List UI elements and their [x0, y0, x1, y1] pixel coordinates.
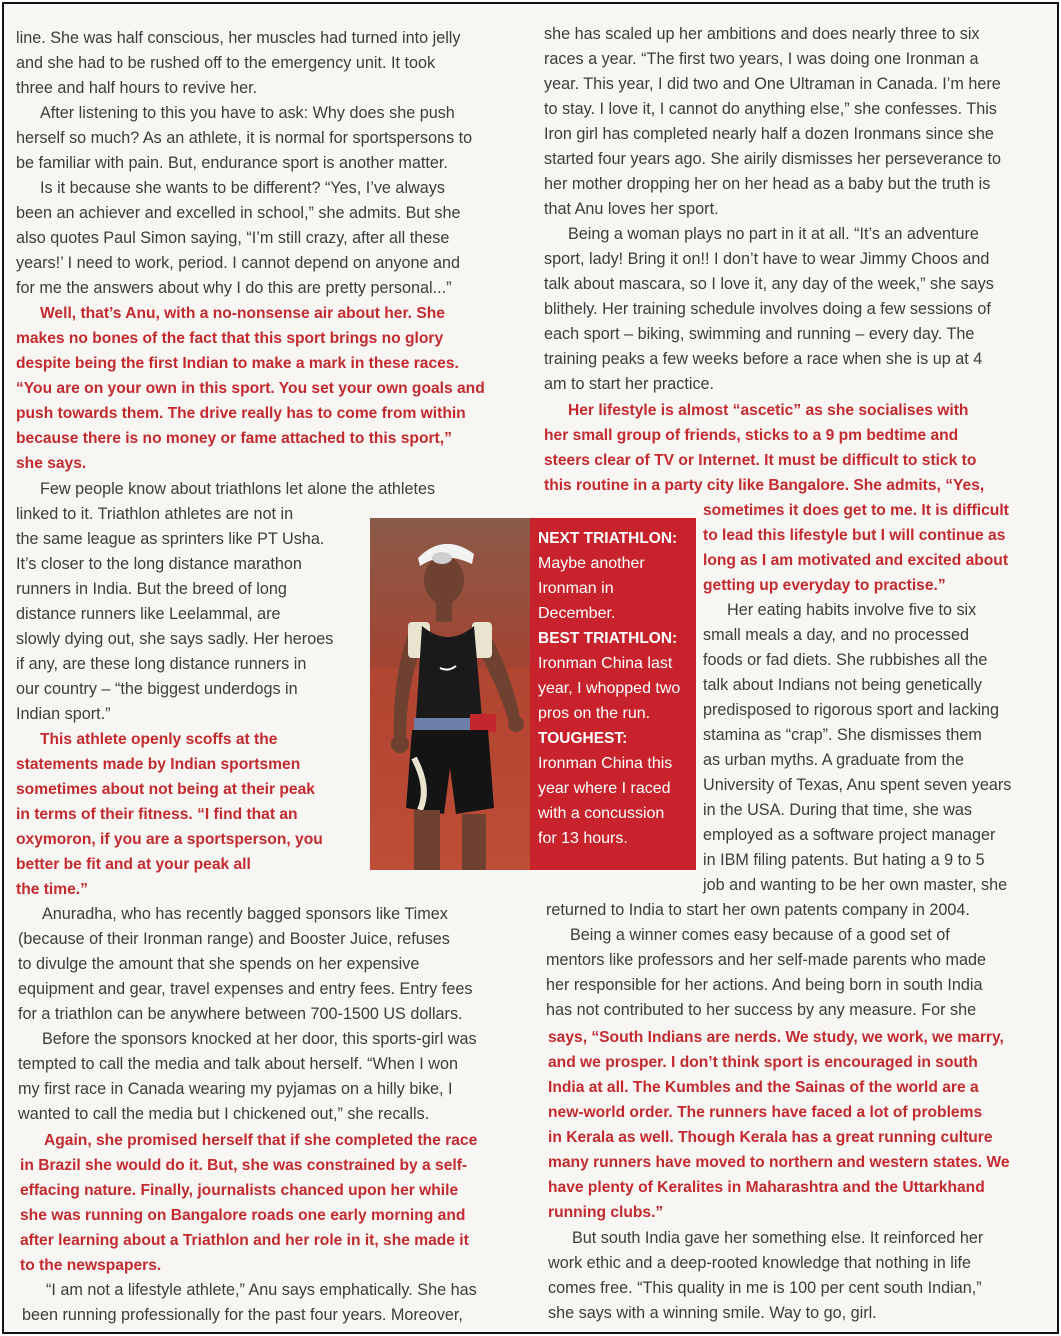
pull-quote-line: getting up everyday to practise.” — [703, 577, 946, 594]
pull-quote-line: running clubs.” — [548, 1204, 664, 1221]
right-line: sport, lady! Bring it on!! I don’t have to wear Jimmy Choos and — [544, 250, 990, 268]
right-line: job and wanting to be her own master, she — [703, 876, 1008, 894]
right-line: talk about Indians not being genetically — [703, 676, 982, 694]
left-line: After listening to this you have to ask: Why does she push — [40, 104, 455, 122]
left-line: my first race in Canada wearing my pyjamas on a hilly bike, I — [18, 1080, 453, 1098]
left-line: for me the answers about why I do this are pretty personal...” — [16, 279, 452, 297]
right-line: she says with a winning smile. Way to go, girl. — [548, 1304, 877, 1322]
pull-quote-line: to the newspapers. — [20, 1257, 162, 1274]
pull-quote-line: effacing nature. Finally, journalists chanced upon her while — [20, 1182, 459, 1199]
right-line: that Anu loves her sport. — [544, 200, 719, 218]
pull-quote-line: in Brazil she would do it. But, she was constrained by a self- — [20, 1157, 468, 1174]
pull-quote-line: have plenty of Keralites in Maharashtra and the Uttarkhand — [548, 1179, 985, 1196]
right-line: But south India gave her something else. It reinforced her — [572, 1229, 984, 1247]
left-line: and she had to be rushed off to the emergency unit. It took — [16, 54, 436, 72]
triathlon-info-box — [530, 518, 696, 870]
pull-quote-line: in Kerala as well. Though Kerala has a great running culture — [548, 1129, 993, 1146]
left-line: the same league as sprinters like PT Usha. — [16, 530, 325, 548]
left-line: to divulge the amount that she spends on her expensive — [18, 955, 420, 973]
right-line: Her eating habits involve five to six — [727, 601, 977, 619]
left-line: wanted to call the media but I chickened out,” she recalls. — [18, 1105, 430, 1123]
magazine-page — [2, 2, 1059, 1334]
right-line: started four years ago. She airily dismisses her perseverance to — [544, 150, 1002, 168]
info-text: Maybe another — [538, 555, 645, 572]
info-text: Ironman in — [538, 580, 614, 597]
right-line: races a year. “The first two years, I was doing one Ironman a — [544, 50, 979, 68]
right-line: predisposed to rigorous sport and lacking — [703, 701, 1000, 719]
pull-quote-line: Her lifestyle is almost “ascetic” as she socialises with — [568, 402, 969, 419]
left-line: It’s closer to the long distance marathon — [16, 555, 302, 573]
info-text: year, I whopped two — [538, 680, 681, 697]
left-line: tempted to call the media and talk about herself. “When I won — [18, 1055, 459, 1073]
left-line: also quotes Paul Simon saying, “I’m still crazy, after all these — [16, 229, 450, 247]
right-line: stamina as “crap”. She dismisses them — [703, 726, 982, 744]
left-line: slowly dying out, she says sadly. Her heroes — [16, 630, 334, 648]
pull-quote-line: this routine in a party city like Bangalore. She admits, “Yes, — [544, 477, 985, 494]
left-line: Anuradha, who has recently bagged sponsors like Timex — [42, 905, 448, 923]
left-line: (because of their Ironman range) and Booster Juice, refuses — [18, 930, 450, 948]
pull-quote-line: in terms of their fitness. “I find that an — [16, 806, 298, 823]
left-line: our country – “the biggest underdogs in — [16, 680, 298, 698]
right-line: small meals a day, and no processed — [703, 626, 970, 644]
left-line: Few people know about triathlons let alone the athletes — [40, 480, 436, 498]
info-text: Ironman China this — [538, 755, 673, 772]
right-line: her mother dropping her on her head as a baby but the truth is — [544, 175, 991, 193]
left-line: runners in India. But the breed of long — [16, 580, 287, 598]
left-line: years!’ I need to work, period. I cannot depend on anyone and — [16, 254, 460, 272]
pull-quote-line: push towards them. The drive really has to come from within — [16, 405, 466, 422]
pull-quote-line: to lead this lifestyle but I will continue as — [703, 527, 1006, 544]
right-line: in IBM filing patents. But hating a 9 to 5 — [703, 851, 985, 869]
pull-quote-line: statements made by Indian sportsmen — [16, 756, 301, 773]
pull-quote-line: better be fit and at your peak all — [16, 856, 251, 873]
runner-photo-icon — [370, 518, 530, 870]
left-line: Is it because she wants to be different? “Yes, I’ve always — [40, 179, 445, 197]
right-line: returned to India to start her own patents company in 2004. — [546, 901, 970, 919]
pull-quote-line: India at all. The Kumbles and the Sainas of the world are a — [548, 1079, 979, 1096]
pull-quote-line: she was running on Bangalore roads one early morning and — [20, 1207, 466, 1224]
pull-quote-line: Again, she promised herself that if she completed the race — [44, 1132, 478, 1149]
left-line: three and half hours to revive her. — [16, 79, 258, 97]
right-line: as urban myths. A graduate from the — [703, 751, 964, 769]
pull-quote-line: she says. — [16, 455, 87, 472]
right-line: year. This year, I did two and One Ultraman in Canada. I’m here — [544, 75, 1001, 93]
pull-quote-line: long as I am motivated and excited about — [703, 552, 1009, 569]
info-text: December. — [538, 605, 616, 622]
left-line: Indian sport.” — [16, 705, 111, 723]
info-text: for 13 hours. — [538, 830, 628, 847]
right-line: blithely. Her training schedule involves doing a few sessions of — [544, 300, 991, 318]
pull-quote-line: the time.” — [16, 881, 88, 898]
right-line: mentors like professors and her self-made parents who made — [546, 951, 986, 969]
pull-quote-line: This athlete openly scoffs at the — [40, 731, 278, 748]
right-line: talk about mascara, so I love it, any day of the week,” she says — [544, 275, 994, 293]
pull-quote-line: and we prosper. I don’t think sport is encouraged in south — [548, 1054, 978, 1071]
info-heading: NEXT TRIATHLON: — [538, 530, 678, 547]
pull-quote-line: says, “South Indians are nerds. We study, we work, we marry, — [548, 1029, 1004, 1046]
pull-quote-line: steers clear of TV or Internet. It must be difficult to stick to — [544, 452, 977, 469]
right-line: Being a winner comes easy because of a good set of — [570, 926, 950, 944]
left-line: linked to it. Triathlon athletes are not in — [16, 505, 294, 523]
left-line: if any, are these long distance runners in — [16, 655, 307, 673]
left-line: line. She was half conscious, her muscles had turned into jelly — [16, 29, 461, 47]
pull-quote-line: makes no bones of the fact that this sport brings no glory — [16, 330, 444, 347]
info-heading: BEST TRIATHLON: — [538, 630, 678, 647]
info-text: with a concussion — [538, 805, 665, 822]
runner-photo — [370, 518, 530, 870]
right-line: in the USA. During that time, she was — [703, 801, 973, 819]
right-line: each sport – biking, swimming and running – every day. The — [544, 325, 975, 343]
right-line: to stay. I love it, I cannot do anything else,” she confesses. This — [544, 100, 997, 118]
right-line: work ethic and a deep-rooted knowledge that nothing in life — [548, 1254, 971, 1272]
pull-quote-line: after learning about a Triathlon and her role in it, she made it — [20, 1232, 469, 1249]
pull-quote-line: because there is no money or fame attached to this sport,” — [16, 430, 452, 447]
left-line: distance runners like Leelammal, are — [16, 605, 281, 623]
pull-quote-line: Well, that’s Anu, with a no-nonsense air about her. She — [40, 305, 445, 322]
pull-quote-line: sometimes it does get to me. It is difficult — [703, 502, 1009, 519]
left-line: be familiar with pain. But, endurance sport is another matter. — [16, 154, 448, 172]
pull-quote-line: despite being the first Indian to make a mark in these races. — [16, 355, 459, 372]
right-line: am to start her practice. — [544, 375, 715, 393]
left-line: “I am not a lifestyle athlete,” Anu says emphatically. She has — [46, 1281, 477, 1299]
pull-quote-line: her small group of friends, sticks to a 9 pm bedtime and — [544, 427, 959, 444]
pull-quote-line: many runners have moved to northern and western states. We — [548, 1154, 1010, 1171]
left-line: been running professionally for the past four years. Moreover, — [22, 1306, 463, 1324]
right-line: her responsible for her actions. And being born in south India — [546, 976, 983, 994]
pull-quote-line: oxymoron, if you are a sportsperson, you — [16, 831, 323, 848]
right-line: she has scaled up her ambitions and does nearly three to six — [544, 25, 980, 43]
info-text: Ironman China last — [538, 655, 673, 672]
left-line: equipment and gear, travel expenses and entry fees. Entry fees — [18, 980, 473, 998]
right-line: University of Texas, Anu spent seven years — [703, 776, 1012, 794]
left-line: for a triathlon can be anywhere between 700-1500 US dollars. — [18, 1005, 463, 1023]
info-heading: TOUGHEST: — [538, 730, 628, 747]
right-line: training peaks a few weeks before a race when she is up at 4 — [544, 350, 983, 368]
right-line: has not contributed to her success by any measure. For she — [546, 1001, 977, 1019]
right-line: employed as a software project manager — [703, 826, 996, 844]
left-line: been an achiever and excelled in school,” she admits. But she — [16, 204, 461, 222]
info-text: pros on the run. — [538, 705, 651, 722]
right-line: comes free. “This quality in me is 100 per cent south Indian,” — [548, 1279, 982, 1297]
right-line: Iron girl has completed nearly half a dozen Ironmans since she — [544, 125, 994, 143]
right-line: Being a woman plays no part in it at all. “It’s an adventure — [568, 225, 979, 243]
left-line: Before the sponsors knocked at her door, this sports-girl was — [42, 1030, 477, 1048]
pull-quote-line: new-world order. The runners have faced a lot of problems — [548, 1104, 983, 1121]
pull-quote-line: “You are on your own in this sport. You set your own goals and — [16, 380, 485, 397]
pull-quote-line: sometimes about not being at their peak — [16, 781, 315, 798]
info-text: year where I raced — [538, 780, 671, 797]
left-line: herself so much? As an athlete, it is normal for sportspersons to — [16, 129, 473, 147]
right-line: foods or fad diets. She rubbishes all the — [703, 651, 988, 669]
